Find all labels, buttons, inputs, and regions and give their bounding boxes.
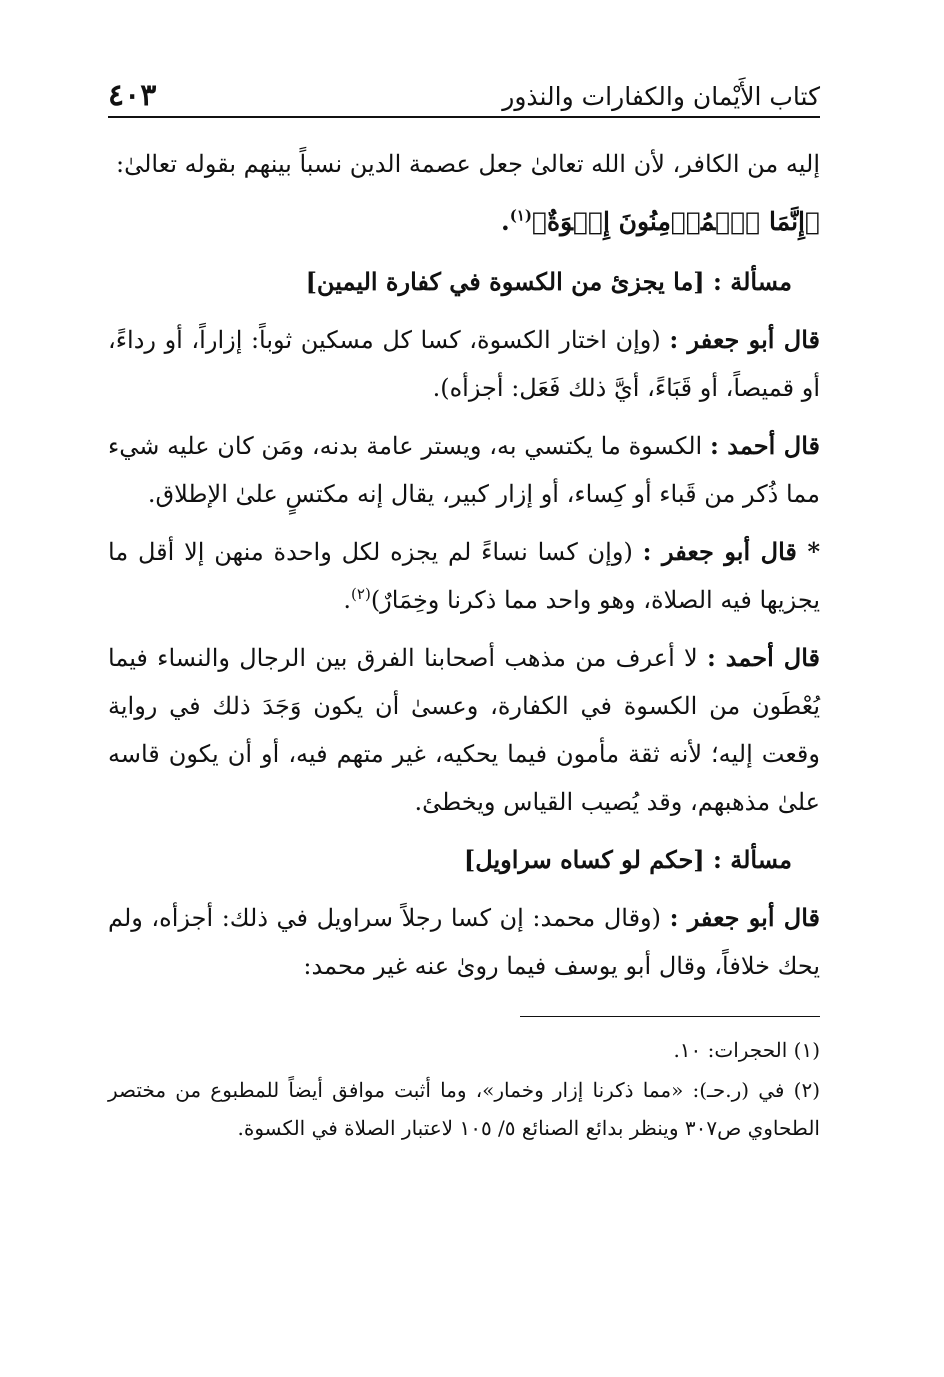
paragraph-3 xyxy=(108,422,820,518)
page-header xyxy=(108,60,820,112)
page-number: ٤٠٣ xyxy=(108,78,157,113)
paragraph-3-text: الكسوة ما يكتسي به، ويستر عامة بدنه، ومَن كان عليه شيء مما ذُكر من قَباء أو كِساء، أو إزار كبير، يقال إنه مكتسٍ علىٰ الإطلاق. xyxy=(108,432,820,508)
paragraph-2 xyxy=(108,316,820,412)
speaker-label: قال أبو جعفر : xyxy=(669,903,820,932)
paragraph-6-text: (وقال محمد: إن كسا رجلاً سراويل في ذلك: أجزأه، ولم يحك خلافاً، وقال أبو يوسف فيما روىٰ عنه غير محمد: xyxy=(108,904,820,980)
running-title: كتاب الأَيْمان والكفارات والنذور xyxy=(502,82,820,111)
footnote-2: (٢) في (ر.حـ): «مما ذكرنا إزار وخمار»، وما أثبت موافق أيضاً للمطبوع من مختصر الطحاوي ص٣٠٧ وينظر بدائع الصنائع ٥/ ١٠٥ لاعتبار الصلاة في الكسوة. xyxy=(108,1078,820,1140)
paragraph-1-text: إليه من الكافر، لأن الله تعالىٰ جعل عصمة الدين نسباً بينهم بقوله تعالىٰ: xyxy=(116,150,820,178)
paragraph-2-text: (وإن اختار الكسوة، كسا كل مسكين ثوباً: إزاراً، أو رداءً، أو قميصاً، أو قَبَاءً، أيَّ ذلك فَعَل: أجزأه). xyxy=(108,326,820,402)
footnote-ref-1: (١) xyxy=(509,206,532,225)
main-text xyxy=(108,140,820,990)
speaker-label: قال أبو جعفر : xyxy=(669,325,820,354)
paragraph-4-end: . xyxy=(343,586,352,614)
footnote-rule xyxy=(520,1016,820,1017)
footnote-ref-2: (٢) xyxy=(351,585,371,603)
paragraph-5-text: لا أعرف من مذهب أصحابنا الفرق بين الرجال والنساء فيما يُعْطَون من الكسوة في الكفارة، وعسىٰ أن يكون وَجَدَ ذلك في رواية وقعت إليه؛ لأنه ثقة مأمون فيما يحكيه، غير متهم فيه، أو أن يكون قاسه علىٰ مذهبهم، وقد يُصيب القياس ويخطئ. xyxy=(108,644,820,816)
footnote-1: (١) الحجرات: ١٠. xyxy=(673,1038,820,1062)
footnotes xyxy=(108,1031,820,1147)
speaker-label: قال أحمد : xyxy=(706,643,820,672)
section-heading-2: مسألة : [حكم لو كساه سراويل] xyxy=(463,845,792,874)
speaker-label: * قال أبو جعفر : xyxy=(642,537,820,566)
quran-verse xyxy=(108,198,820,246)
verse-end: . xyxy=(500,207,510,236)
header-rule xyxy=(108,116,820,118)
paragraph-4 xyxy=(108,528,820,624)
paragraph-5 xyxy=(108,634,820,826)
speaker-label: قال أحمد : xyxy=(709,431,820,460)
book-page xyxy=(108,60,820,1149)
paragraph-1 xyxy=(108,140,820,188)
section-heading-1: مسألة : [ما يجزئ من الكسوة في كفارة اليمين] xyxy=(305,267,792,296)
paragraph-4-text: (وإن كسا نساءً لم يجزه لكل واحدة منهن إلا أقل ما يجزيها فيه الصلاة، وهو واحد مما ذكرنا وخِمَارٌ) xyxy=(108,538,820,614)
paragraph-6 xyxy=(108,894,820,990)
verse-text: ﴿إِنَّمَا ٱلۡمُؤۡمِنُونَ إِخۡوَةٌ﴾ xyxy=(531,207,820,236)
